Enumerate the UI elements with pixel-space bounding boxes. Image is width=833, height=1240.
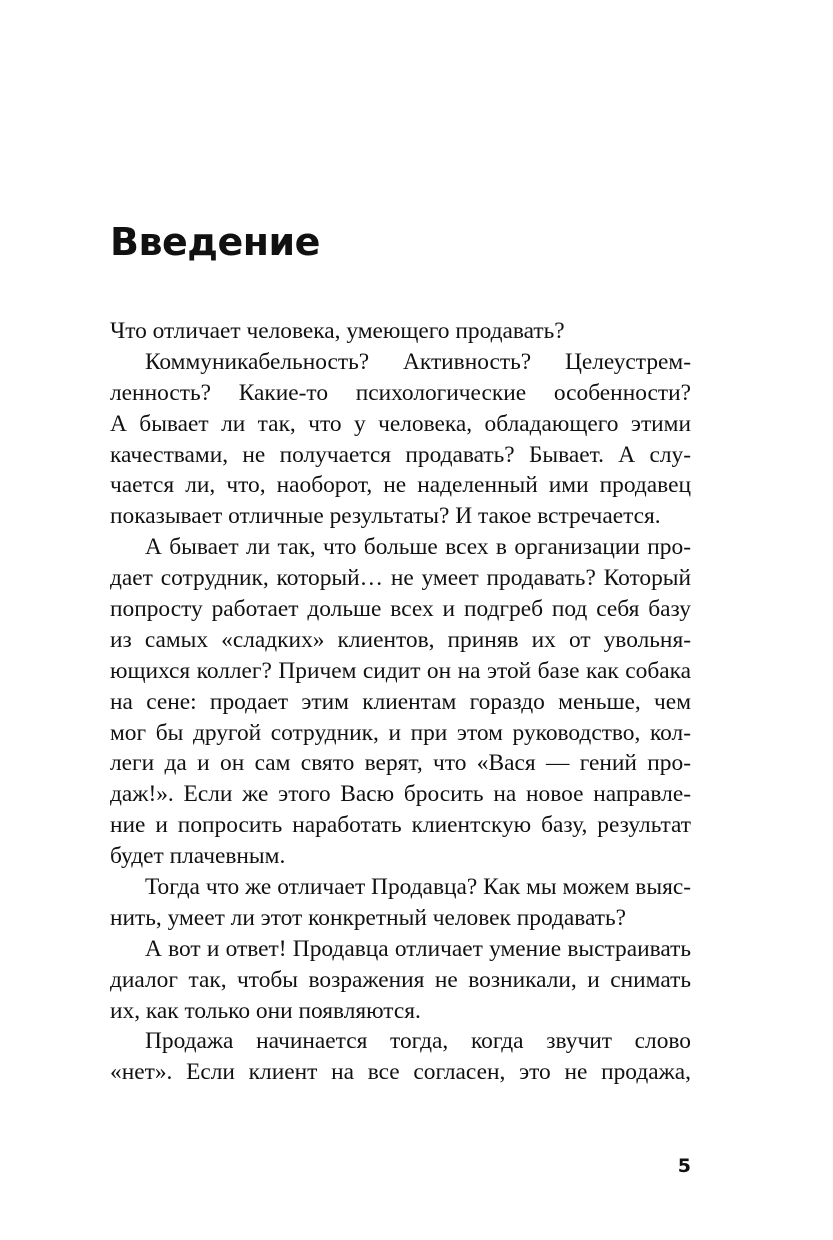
text-line: А вот и ответ! Продавца отличает умение выстраивать — [145, 935, 691, 962]
paragraph — [110, 1026, 691, 1088]
text-line: ющихся коллег? Причем сидит он на этой базе как собака — [110, 657, 691, 684]
text-line: качествами, не получается продавать? Бывает. А слу- — [110, 441, 691, 468]
text-line: ние и попросить наработать клиентскую базу, результат — [110, 812, 691, 839]
paragraph — [110, 347, 691, 532]
text-line: нить, умеет ли этот конкретный человек продавать? — [110, 904, 627, 931]
text-line: из самых «сладких» клиентов, приняв их от увольня- — [110, 626, 691, 653]
text-line: их, как только они появляются. — [110, 997, 421, 1024]
paragraph — [110, 532, 691, 872]
text-line: мог бы другой сотрудник, и при этом руководство, кол- — [110, 719, 691, 746]
paragraph — [110, 872, 691, 934]
text-line: показывает отличные результаты? И такое встречается. — [110, 503, 661, 530]
text-line: «нет». Если клиент на все согласен, это не продажа, — [110, 1059, 691, 1086]
text-line: Что отличает человека, умеющего продавать? — [110, 318, 565, 344]
paragraph — [110, 934, 691, 1027]
text-line: будет плачевным. — [110, 843, 286, 870]
text-line: А бывает ли так, что у человека, обладающего этими — [110, 410, 691, 437]
paragraph — [110, 316, 691, 347]
text-line: дает сотрудник, который… не умеет продавать? Который — [110, 565, 691, 592]
text-line: на сене: продает этим клиентам гораздо меньше, чем — [110, 688, 691, 715]
text-line: чается ли, что, наоборот, не наделенный ими продавец — [110, 472, 691, 499]
text-line: А бывает ли так, что больше всех в организации про- — [145, 534, 691, 561]
body-text — [110, 316, 691, 1088]
text-line: Тогда что же отличает Продавца? Как мы можем выяс- — [145, 874, 691, 901]
text-line: даж!». Если же этого Васю бросить на новое направле- — [110, 781, 691, 808]
text-line: ленность? Какие-то психологические особенности? — [110, 379, 691, 406]
page-title: Введение — [110, 220, 320, 264]
text-line: попросту работает дольше всех и подгреб под себя базу — [110, 596, 691, 623]
text-line: леги да и он сам свято верят, что «Вася — гений про- — [110, 750, 691, 777]
text-line: Коммуникабельность? Активность? Целеустрем- — [145, 348, 691, 375]
text-line: Продажа начинается тогда, когда звучит слово — [145, 1028, 691, 1055]
text-line: диалог так, чтобы возражения не возникали, и снимать — [110, 966, 691, 993]
page-number: 5 — [677, 1155, 691, 1177]
